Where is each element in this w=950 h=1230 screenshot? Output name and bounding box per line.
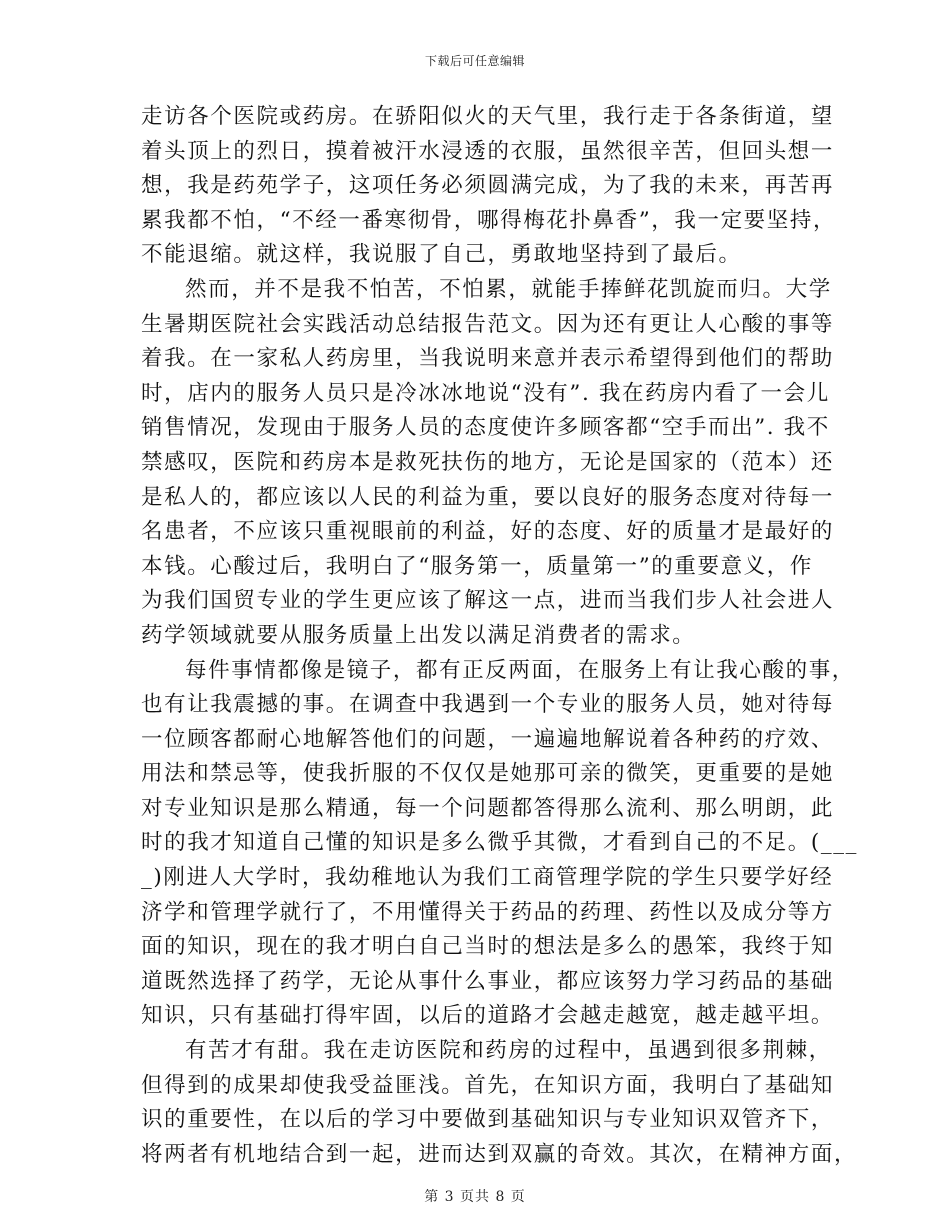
page-header: 下载后可任意编辑 bbox=[424, 54, 525, 68]
text-line: 但得到的成果却使我受益匪浅。首先，在知识方面，我明白了基础知 bbox=[141, 1072, 835, 1098]
text-line: 每件事情都像是镜子，都有正反两面，在服务上有让我心酸的事， bbox=[185, 657, 855, 683]
text-line: 道既然选择了药学，无论从事什么事业，都应该努力学习药品的基础 bbox=[141, 968, 835, 994]
text-line: 识的重要性，在以后的学习中要做到基础知识与专业知识双管齐下， bbox=[141, 1107, 835, 1133]
text-line: 也有让我震撼的事。在调查中我遇到一个专业的服务人员，她对待每 bbox=[141, 692, 835, 718]
text-line: 走访各个医院或药房。在骄阳似火的天气里，我行走于各条街道，望 bbox=[141, 104, 835, 129]
paragraph bbox=[141, 654, 858, 1035]
document-body bbox=[141, 100, 858, 1172]
text-line: 然而，并不是我不怕苦，不怕累，就能手捧鲜花凯旋而归。大学 bbox=[185, 276, 832, 302]
page-footer: 第 3 页共 8 页 bbox=[424, 1189, 526, 1205]
text-line: 着头顶上的烈日，摸着被汗水浸透的衣服，虽然很辛苦，但回头想一 bbox=[141, 138, 835, 164]
text-line: 不能退缩。就这样，我说服了自己，勇敢地坚持到了最后。 bbox=[141, 242, 742, 268]
text-line: 名患者，不应该只重视眼前的利益，好的态度、好的质量才是最好的 bbox=[141, 519, 835, 545]
paragraph bbox=[141, 273, 835, 654]
text-line: 销售情况，发现由于服务人员的态度使许多顾客都“空手而出”. 我不 bbox=[141, 415, 830, 441]
text-line: 累我都不怕，“不经一番寒彻骨，哪得梅花扑鼻香”，我一定要坚持， bbox=[141, 207, 837, 233]
text-line: 对专业知识是那么精通，每一个问题都答得那么流利、那么明朗，此 bbox=[141, 795, 835, 821]
text-line: 生暑期医院社会实践活动总结报告范文。因为还有更让人心酸的事等 bbox=[141, 311, 835, 337]
text-line: 时的我才知道自己懂的知识是多么微乎其微，才看到自己的不足。(___ bbox=[141, 830, 858, 856]
text-line: 时，店内的服务人员只是冷冰冰地说“没有”. 我在药房内看了一会儿 bbox=[141, 380, 830, 406]
text-line: 是私人的，都应该以人民的利益为重，要以良好的服务态度对待每一 bbox=[141, 484, 835, 510]
text-line: 知识，只有基础打得牢固，以后的道路才会越走越宽，越走越平坦。 bbox=[141, 1003, 835, 1029]
text-line: 有苦才有甜。我在走访医院和药房的过程中，虽遇到很多荆棘， bbox=[185, 1038, 832, 1064]
text-line: 为我们国贸专业的学生更应该了解这一点，进而当我们步人社会进人 bbox=[141, 588, 835, 614]
text-line: 面的知识，现在的我才明白自己当时的想法是多么的愚笨，我终于知 bbox=[141, 934, 835, 960]
text-line: 本钱。心酸过后，我明白了“服务第一，质量第一”的重要意义，作 bbox=[141, 553, 813, 579]
text-line: 着我。在一家私人药房里，当我说明来意并表示希望得到他们的帮助 bbox=[141, 346, 835, 372]
text-line: 将两者有机地结合到一起，进而达到双赢的奇效。其次，在精神方面， bbox=[141, 1141, 858, 1167]
text-line: 药学领域就要从服务质量上出发以满足消费者的需求。 bbox=[141, 622, 696, 648]
text-line: 想，我是药苑学子，这项任务必须圆满完成，为了我的未来，再苦再 bbox=[141, 173, 835, 199]
paragraph bbox=[141, 100, 837, 273]
text-line: 用法和禁忌等，使我折服的不仅仅是她那可亲的微笑，更重要的是她 bbox=[141, 761, 835, 787]
text-line: _)刚进人大学时，我幼稚地认为我们工商管理学院的学生只要学好经 bbox=[141, 865, 834, 891]
text-line: 禁感叹，医院和药房本是救死扶伤的地方，无论是国家的（范本）还 bbox=[141, 449, 835, 475]
paragraph bbox=[141, 1034, 858, 1172]
text-line: 济学和管理学就行了，不用懂得关于药品的药理、药性以及成分等方 bbox=[141, 899, 835, 925]
text-line: 一位顾客都耐心地解答他们的问题，一遍遍地解说着各种药的疗效、 bbox=[141, 726, 835, 752]
